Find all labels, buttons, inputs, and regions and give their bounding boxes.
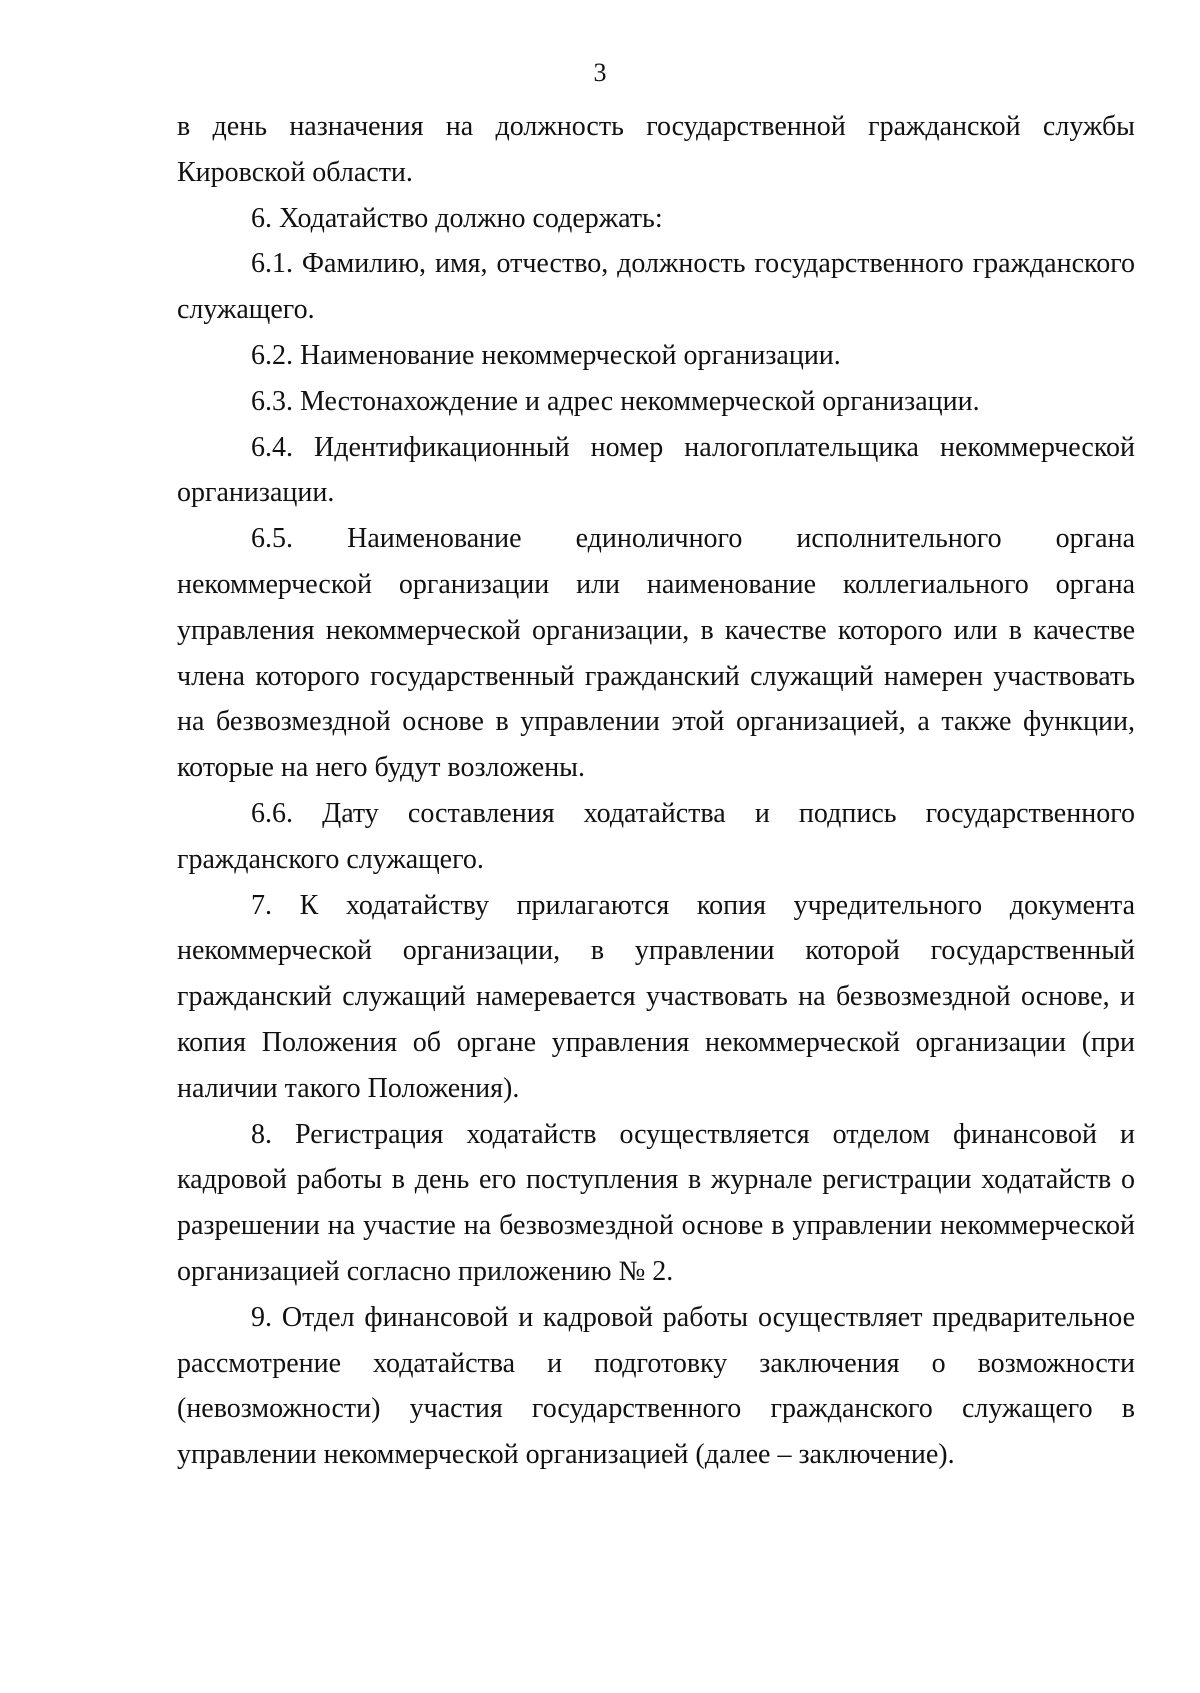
paragraph-6-6: 6.6. Дату составления ходатайства и подпись государственного гражданского служащего. xyxy=(177,797,1135,875)
paragraph-6-3: 6.3. Местонахождение и адрес некоммерческой организации. xyxy=(251,385,980,417)
paragraph-8: 8. Регистрация ходатайств осуществляется отделом финансовой и кадровой работы в день его поступления в журнале регистрации ходатайств о разрешении на участие на безвозмездной основе в управлении некоммерческой организацией согласно приложению № 2. xyxy=(177,1118,1135,1287)
page-number: 3 xyxy=(593,58,607,87)
paragraph-6-2: 6.2. Наименование некоммерческой организации. xyxy=(251,339,841,371)
paragraph-continuation: в день назначения на должность государственной гражданской службы Кировской области. xyxy=(177,111,1135,188)
paragraph-7: 7. К ходатайству прилагаются копия учредительного документа некоммерческой организации, в управлении которой государственный гражданский служащий намеревается участвовать на безвозмездной основе, и копия Положения об органе управления некоммерческой организации (при наличии такого Положения). xyxy=(177,889,1135,1104)
paragraph-9: 9. Отдел финансовой и кадровой работы осуществляет предварительное рассмотрение ходатайства и подготовку заключения о возможности (невозможности) участия государственного гражданского служащего в управлении некоммерческой организацией (далее – заключение). xyxy=(177,1301,1135,1471)
paragraph-6-4: 6.4. Идентификационный номер налогоплательщика некоммерческой организации. xyxy=(177,431,1135,509)
paragraph-6-1: 6.1. Фамилию, имя, отчество, должность государственного гражданского служащего. xyxy=(177,248,1135,326)
paragraph-6: 6. Ходатайство должно содержать: xyxy=(251,202,663,234)
paragraph-6-5: 6.5. Наименование единоличного исполнительного органа некоммерческой организации или наименование коллегиального органа управления некоммерческой организации, в качестве которого или в качестве члена которого государственный гражданский служащий намерен участвовать на безвозмездной основе в управлении этой организацией, а также функции, которые на него будут возложены. xyxy=(177,523,1135,784)
document-body xyxy=(177,104,1135,1478)
